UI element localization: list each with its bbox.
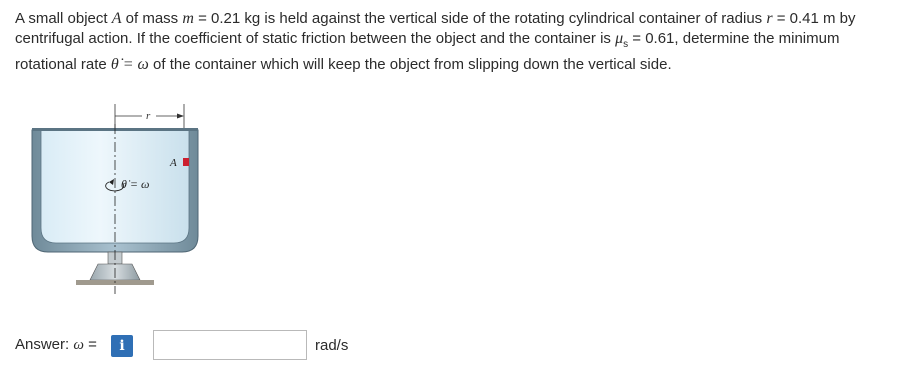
unit-label: rad/s (315, 337, 349, 354)
object-a (183, 158, 189, 166)
rate-label: θ̇ = ω (121, 177, 150, 191)
answer-row (15, 328, 885, 362)
radius-dimension (115, 104, 184, 128)
container-figure (28, 104, 203, 294)
info-icon[interactable]: i (111, 335, 133, 357)
problem-statement: A small object A of mass m = 0.21 kg is held against the vertical side of the rotating cylindrical container of radius r = 0.41 m by centrifugal action. If the coefficient of static friction between the object and the container is $\mu_s = 0.61$, determine the minimum rotational rate θ̇ = ω of the container which will keep the object from slipping down the vertical side. (15, 10, 856, 73)
r-label: r (146, 110, 151, 122)
answer-input[interactable] (153, 330, 307, 360)
answer-label: Answer: ω = (15, 336, 97, 353)
a-label: A (170, 157, 177, 169)
